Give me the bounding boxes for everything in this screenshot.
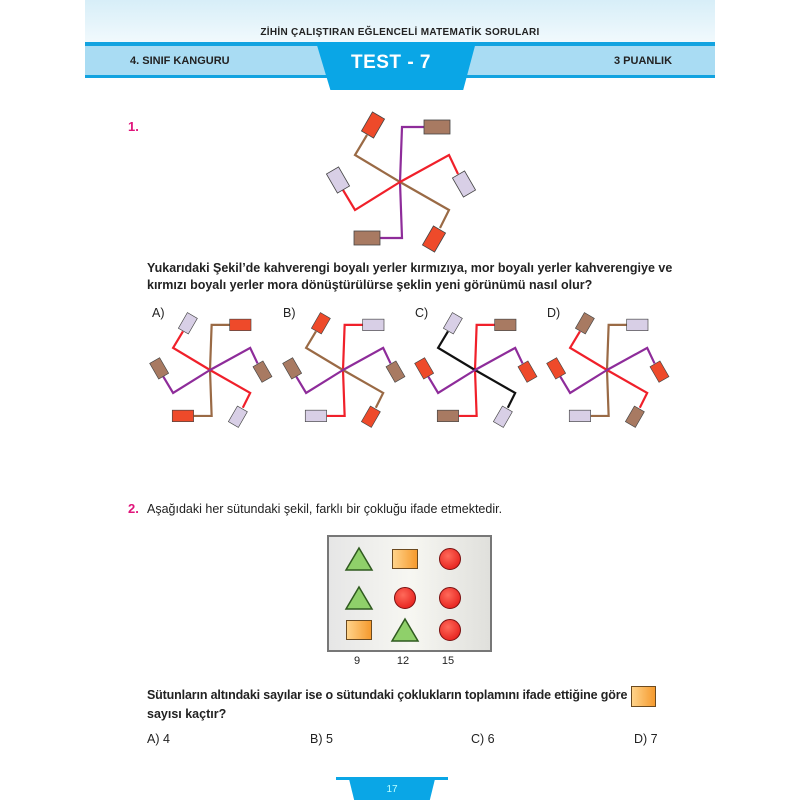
circle-shape: [394, 587, 416, 609]
end-box: [230, 319, 251, 330]
answer-a[interactable]: A) 4: [147, 732, 170, 746]
triangle-shape: [345, 547, 373, 576]
option-b-figure[interactable]: [343, 370, 344, 371]
end-box: [627, 319, 648, 330]
grade-label: 4. SINIF KANGURU: [130, 55, 230, 67]
question-2-intro: Aşağıdaki her sütundaki şekil, farklı bir çokluğu ifade etmektedir.: [147, 502, 503, 516]
end-box: [569, 410, 590, 421]
header-background: [85, 0, 715, 45]
series-title: ZİHİN ÇALIŞTIRAN EĞLENCELİ MATEMATİK SORULARI: [260, 27, 540, 38]
option-b-label[interactable]: B): [283, 306, 296, 320]
answer-d[interactable]: D) 7: [634, 732, 658, 746]
square-shape: [392, 549, 418, 569]
triangle-shape: [391, 618, 419, 647]
end-box: [424, 120, 450, 134]
answer-b[interactable]: B) 5: [310, 732, 333, 746]
circle-shape: [439, 587, 461, 609]
circle-shape: [439, 619, 461, 641]
question-2-number: 2.: [128, 501, 139, 516]
option-c-label[interactable]: C): [415, 306, 429, 320]
question-2-line2: sayısı kaçtır?: [147, 707, 227, 721]
question-1-line1: Yukarıdaki Şekil’de kahverengi boyalı yerler kırmızıya, mor boyalı yerler kahverengiye ve: [147, 261, 673, 275]
pinwheel-figure: [400, 182, 401, 183]
answer-c[interactable]: C) 6: [471, 732, 495, 746]
column-sum-3: 15: [441, 655, 455, 667]
end-box: [305, 410, 326, 421]
triangle-shape: [345, 586, 373, 615]
question-1-line2: kırmızı boyalı yerler mora dönüştürülürse şeklin yeni görünümü nasıl olur?: [147, 278, 593, 292]
column-sum-1: 9: [353, 655, 361, 667]
end-box: [363, 319, 384, 330]
end-box: [172, 410, 193, 421]
points-label: 3 PUANLIK: [614, 55, 673, 67]
page: [85, 0, 715, 800]
question-1-number: 1.: [128, 119, 139, 134]
page-number: 17: [386, 784, 398, 795]
end-box: [437, 410, 458, 421]
option-c-figure[interactable]: [475, 370, 476, 371]
column-sum-2: 12: [396, 655, 410, 667]
option-d-figure[interactable]: [607, 370, 608, 371]
circle-shape: [439, 548, 461, 570]
option-a-label[interactable]: A): [152, 306, 165, 320]
option-d-label[interactable]: D): [547, 306, 561, 320]
square-shape: [346, 620, 372, 640]
option-a-figure[interactable]: [210, 370, 211, 371]
end-box: [495, 319, 516, 330]
square-icon: [631, 686, 656, 707]
shape-grid: [327, 535, 492, 652]
question-2-line1: Sütunların altındaki sayılar ise o sütundaki çoklukların toplamını ifade ettiğine göre: [147, 688, 628, 702]
question-2-line1-row: [147, 687, 656, 707]
test-title: TEST - 7: [350, 52, 431, 73]
end-box: [354, 231, 380, 245]
